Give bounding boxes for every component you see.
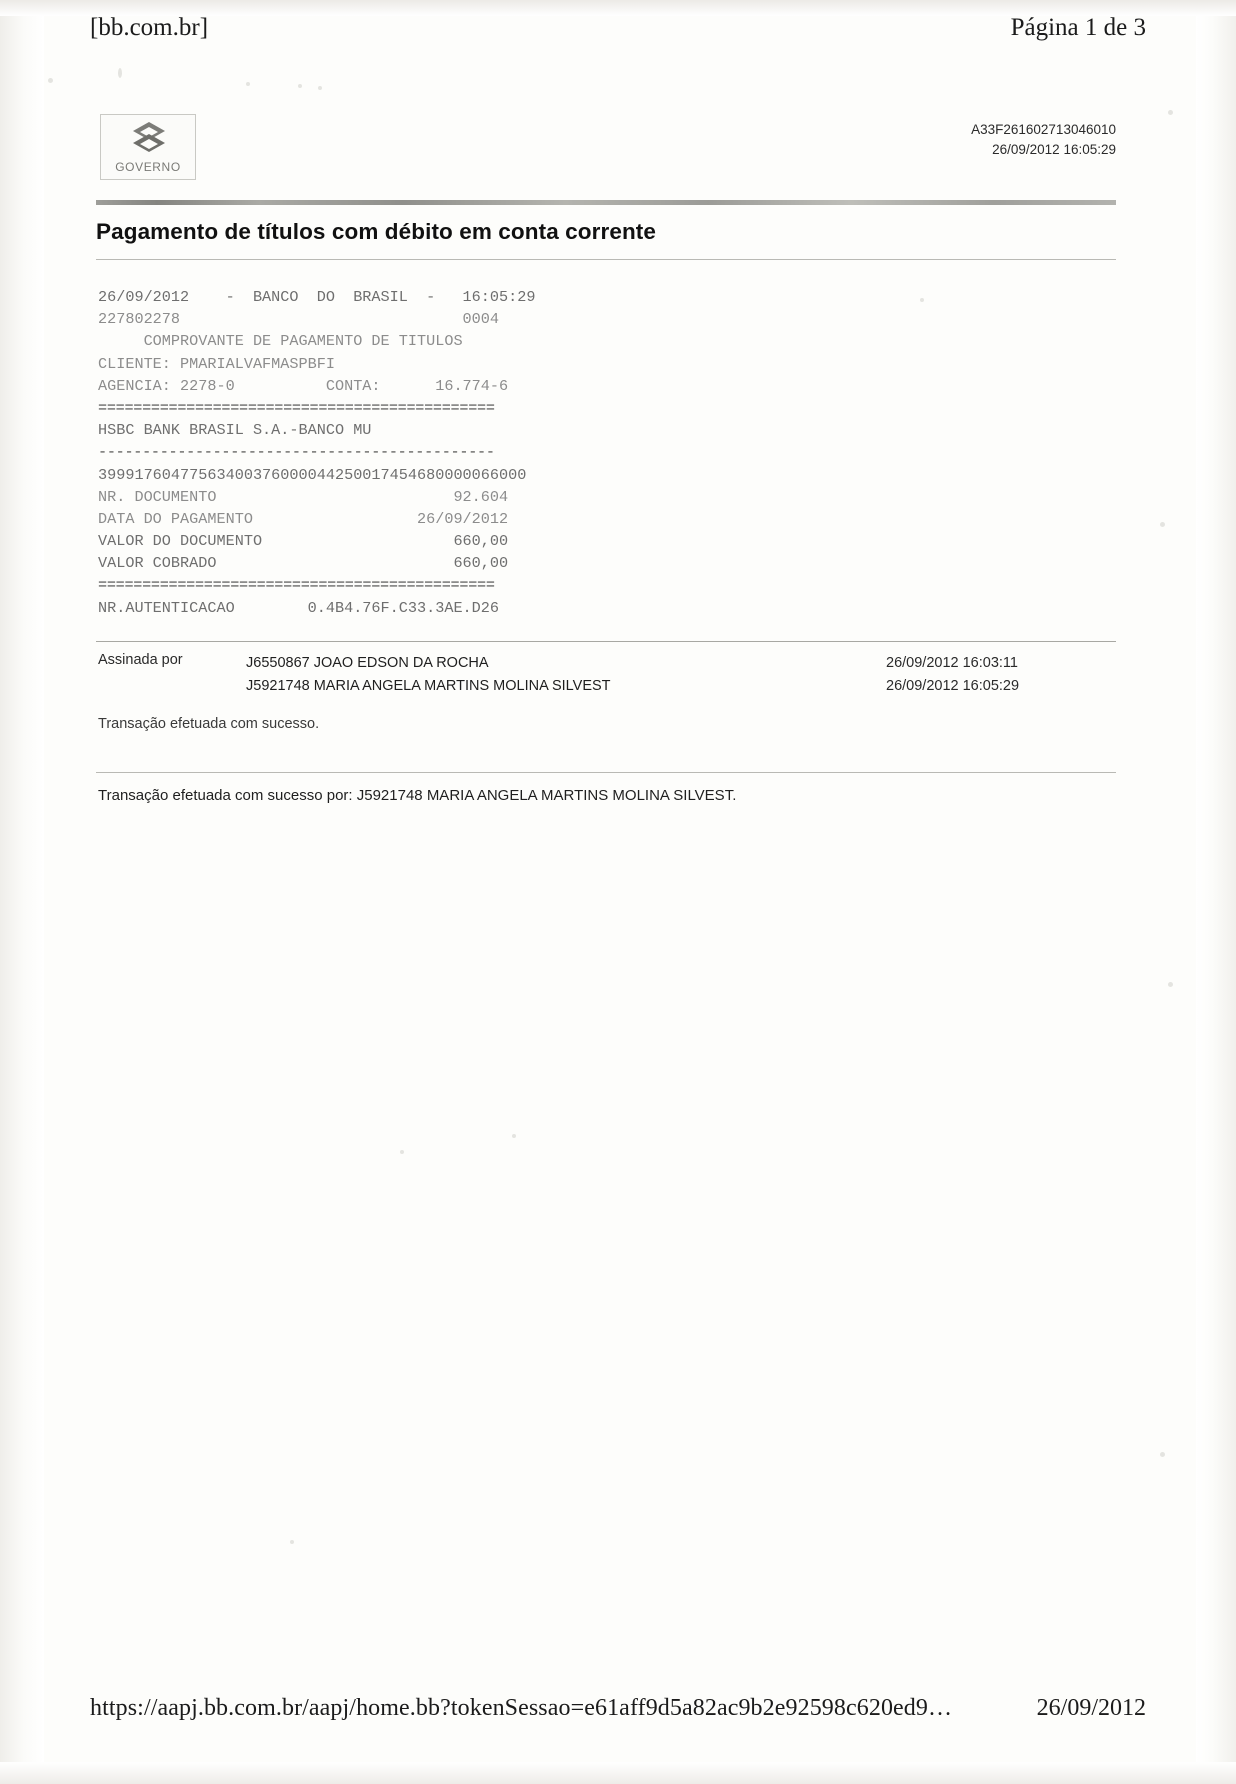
print-header <box>90 14 1146 42</box>
page-title: Pagamento de títulos com débito em conta corrente <box>96 219 656 244</box>
scan-speck <box>1168 982 1173 987</box>
logo-row <box>96 100 1116 186</box>
receipt-line-payment-date: DATA DO PAGAMENTO 26/09/2012 <box>98 509 509 528</box>
receipt-line-bank-datetime: 26/09/2012 - BANCO DO BRASIL - 16:05:29 <box>98 288 536 306</box>
scan-speck <box>298 84 302 88</box>
print-footer-date: 26/09/2012 <box>1036 1695 1146 1721</box>
title-divider <box>96 259 1116 260</box>
scan-speck <box>48 78 53 83</box>
print-footer-url: https://aapj.bb.com.br/aapj/home.bb?tokenSessao=e61aff9d5a82ac9b2e92598c620ed9… <box>90 1695 953 1721</box>
receipt-line-document-value: VALOR DO DOCUMENTO 660,00 <box>98 532 509 551</box>
scan-speck <box>1168 110 1173 115</box>
logo-label: GOVERNO <box>115 160 181 174</box>
bank-logo <box>100 114 196 180</box>
scan-speck <box>1160 1452 1165 1457</box>
receipt-separator: ============================================= <box>98 576 495 595</box>
signature-block <box>96 652 1116 706</box>
scan-speck <box>246 82 250 86</box>
print-footer <box>90 1695 1146 1722</box>
scan-speck <box>512 1134 516 1138</box>
scan-edge-bottom <box>0 1762 1236 1784</box>
receipt-line-charged-value: VALOR COBRADO 660,00 <box>98 554 509 573</box>
scan-speck <box>1160 522 1165 527</box>
header-divider <box>96 200 1116 205</box>
signer-name: J5921748 MARIA ANGELA MARTINS MOLINA SILVEST <box>246 678 611 695</box>
document-timestamp: 26/09/2012 16:05:29 <box>992 142 1116 158</box>
scan-edge-right <box>1196 0 1236 1784</box>
signer-datetime: 26/09/2012 16:03:11 <box>886 654 1018 671</box>
status-divider <box>96 772 1116 773</box>
receipt-line-authentication: NR.AUTENTICACAO 0.4B4.76F.C33.3AE.D26 <box>98 598 500 617</box>
receipt-line-agency-account: AGENCIA: 2278-0 CONTA: 16.774-6 <box>98 376 509 395</box>
protocol-number: A33F261602713046010 <box>971 122 1116 137</box>
receipt-line-terminal: 227802278 0004 <box>98 310 500 329</box>
signature-divider <box>96 641 1116 642</box>
status-message-short: Transação efetuada com sucesso. <box>98 715 320 732</box>
receipt-line-client: CLIENTE: PMARIALVAFMASPBFI <box>98 354 335 373</box>
receipt-line-document-number: NR. DOCUMENTO 92.604 <box>98 487 509 506</box>
status-message-full: Transação efetuada com sucesso por: J5921748 MARIA ANGELA MARTINS MOLINA SILVEST. <box>98 786 737 804</box>
receipt-text <box>98 286 688 619</box>
signature-datetimes <box>886 652 1019 699</box>
receipt-separator: --------------------------------------------- <box>98 443 495 462</box>
receipt-separator: ============================================= <box>98 398 495 417</box>
scan-speck <box>318 86 322 90</box>
receipt-line-heading: COMPROVANTE DE PAGAMENTO DE TITULOS <box>98 332 463 351</box>
document-body <box>96 100 1116 804</box>
scan-edge-left <box>0 0 44 1784</box>
signer-datetime: 26/09/2012 16:05:29 <box>886 678 1020 695</box>
receipt-line-barcode-number: 39991760477563400376000044250017454680000066000 <box>98 465 527 484</box>
document-meta <box>971 120 1116 161</box>
receipt-line-payee-bank: HSBC BANK BRASIL S.A.-BANCO MU <box>98 421 372 440</box>
signature-label: Assinada por <box>98 651 183 668</box>
scan-speck <box>118 68 122 78</box>
print-header-page: Página 1 de 3 <box>1010 14 1146 41</box>
scan-speck <box>400 1150 404 1154</box>
print-header-site: [bb.com.br] <box>90 14 209 41</box>
signature-names <box>246 652 611 699</box>
scan-speck <box>290 1540 294 1544</box>
signer-name: J6550867 JOAO EDSON DA ROCHA <box>246 654 489 671</box>
bb-diamond-icon <box>131 121 167 155</box>
